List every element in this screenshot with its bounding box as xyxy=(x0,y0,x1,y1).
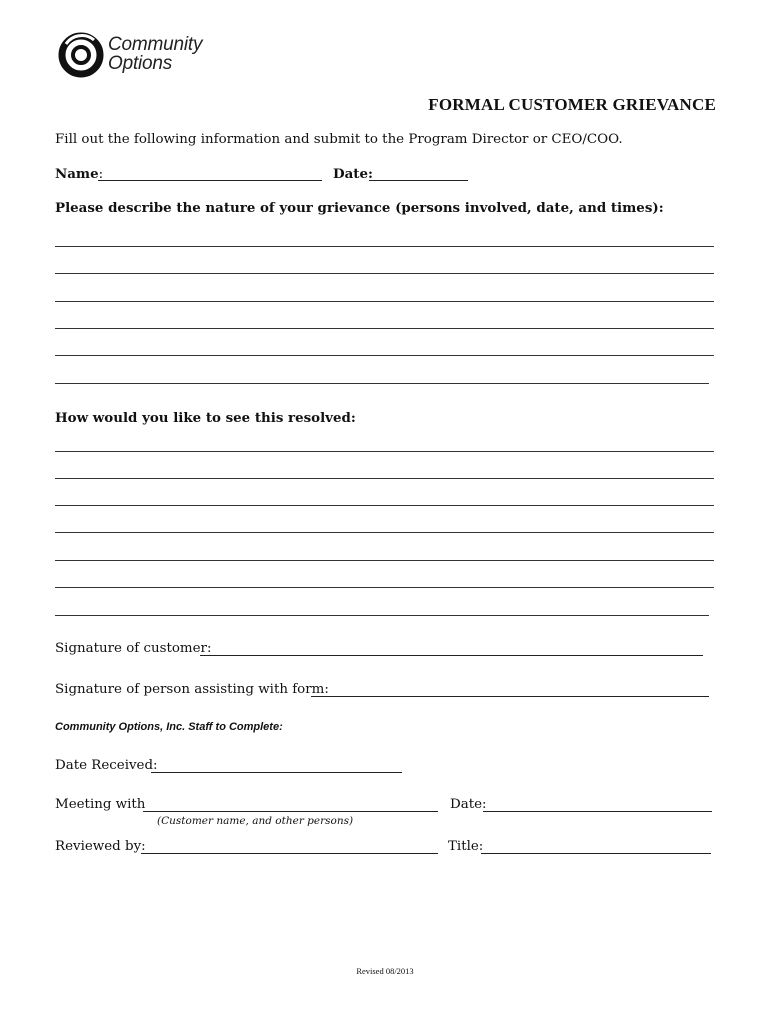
name-input-line[interactable] xyxy=(98,180,322,181)
title-line[interactable] xyxy=(481,853,711,854)
name-field-group xyxy=(55,166,103,182)
date-received-line[interactable] xyxy=(151,772,402,773)
date-received-label: Date Received: xyxy=(55,758,158,773)
assistant-signature-label: Signature of person assisting with form: xyxy=(55,682,329,697)
grievance-line[interactable] xyxy=(55,301,714,302)
staff-heading: Community Options, Inc. Staff to Complete: xyxy=(55,721,283,733)
company-logo xyxy=(58,30,208,82)
logo-line1: Community xyxy=(108,34,203,55)
grievance-line[interactable] xyxy=(55,355,714,356)
revision-note: Revised 08/2013 xyxy=(356,966,414,976)
customer-signature-label: Signature of customer: xyxy=(55,641,212,656)
grievance-line[interactable] xyxy=(55,246,714,247)
resolution-line[interactable] xyxy=(55,532,714,533)
logo-text xyxy=(108,35,202,73)
meeting-with-line[interactable] xyxy=(143,811,438,812)
grievance-line[interactable] xyxy=(55,273,714,274)
resolution-line[interactable] xyxy=(55,560,714,561)
grievance-line[interactable] xyxy=(55,328,714,329)
meeting-with-label: Meeting with xyxy=(55,797,146,812)
instructions: Fill out the following information and submit to the Program Director or CEO/COO. xyxy=(55,132,623,147)
resolution-line[interactable] xyxy=(55,587,714,588)
resolution-line[interactable] xyxy=(55,451,714,452)
meeting-date-line[interactable] xyxy=(483,811,712,812)
logo-line2: Options xyxy=(108,53,173,74)
date-label: Date: xyxy=(333,166,373,182)
name-colon: : xyxy=(98,167,104,182)
title-label: Title: xyxy=(448,839,484,854)
meeting-with-hint: (Customer name, and other persons) xyxy=(157,815,354,827)
logo-swirl-icon xyxy=(58,30,106,80)
assistant-signature-line[interactable] xyxy=(311,696,709,697)
resolution-line[interactable] xyxy=(55,478,714,479)
customer-signature-line[interactable] xyxy=(200,655,703,656)
resolution-line[interactable] xyxy=(55,505,714,506)
grievance-line[interactable] xyxy=(55,383,709,384)
page-title: FORMAL CUSTOMER GRIEVANCE xyxy=(428,95,716,114)
reviewed-by-line[interactable] xyxy=(141,853,438,854)
resolution-heading: How would you like to see this resolved: xyxy=(55,410,356,426)
grievance-heading: Please describe the nature of your grievance (persons involved, date, and times): xyxy=(55,200,664,216)
reviewed-by-label: Reviewed by: xyxy=(55,839,146,854)
name-label: Name xyxy=(55,166,99,182)
meeting-date-label: Date: xyxy=(450,797,487,812)
date-input-line[interactable] xyxy=(369,180,468,181)
resolution-line[interactable] xyxy=(55,615,709,616)
